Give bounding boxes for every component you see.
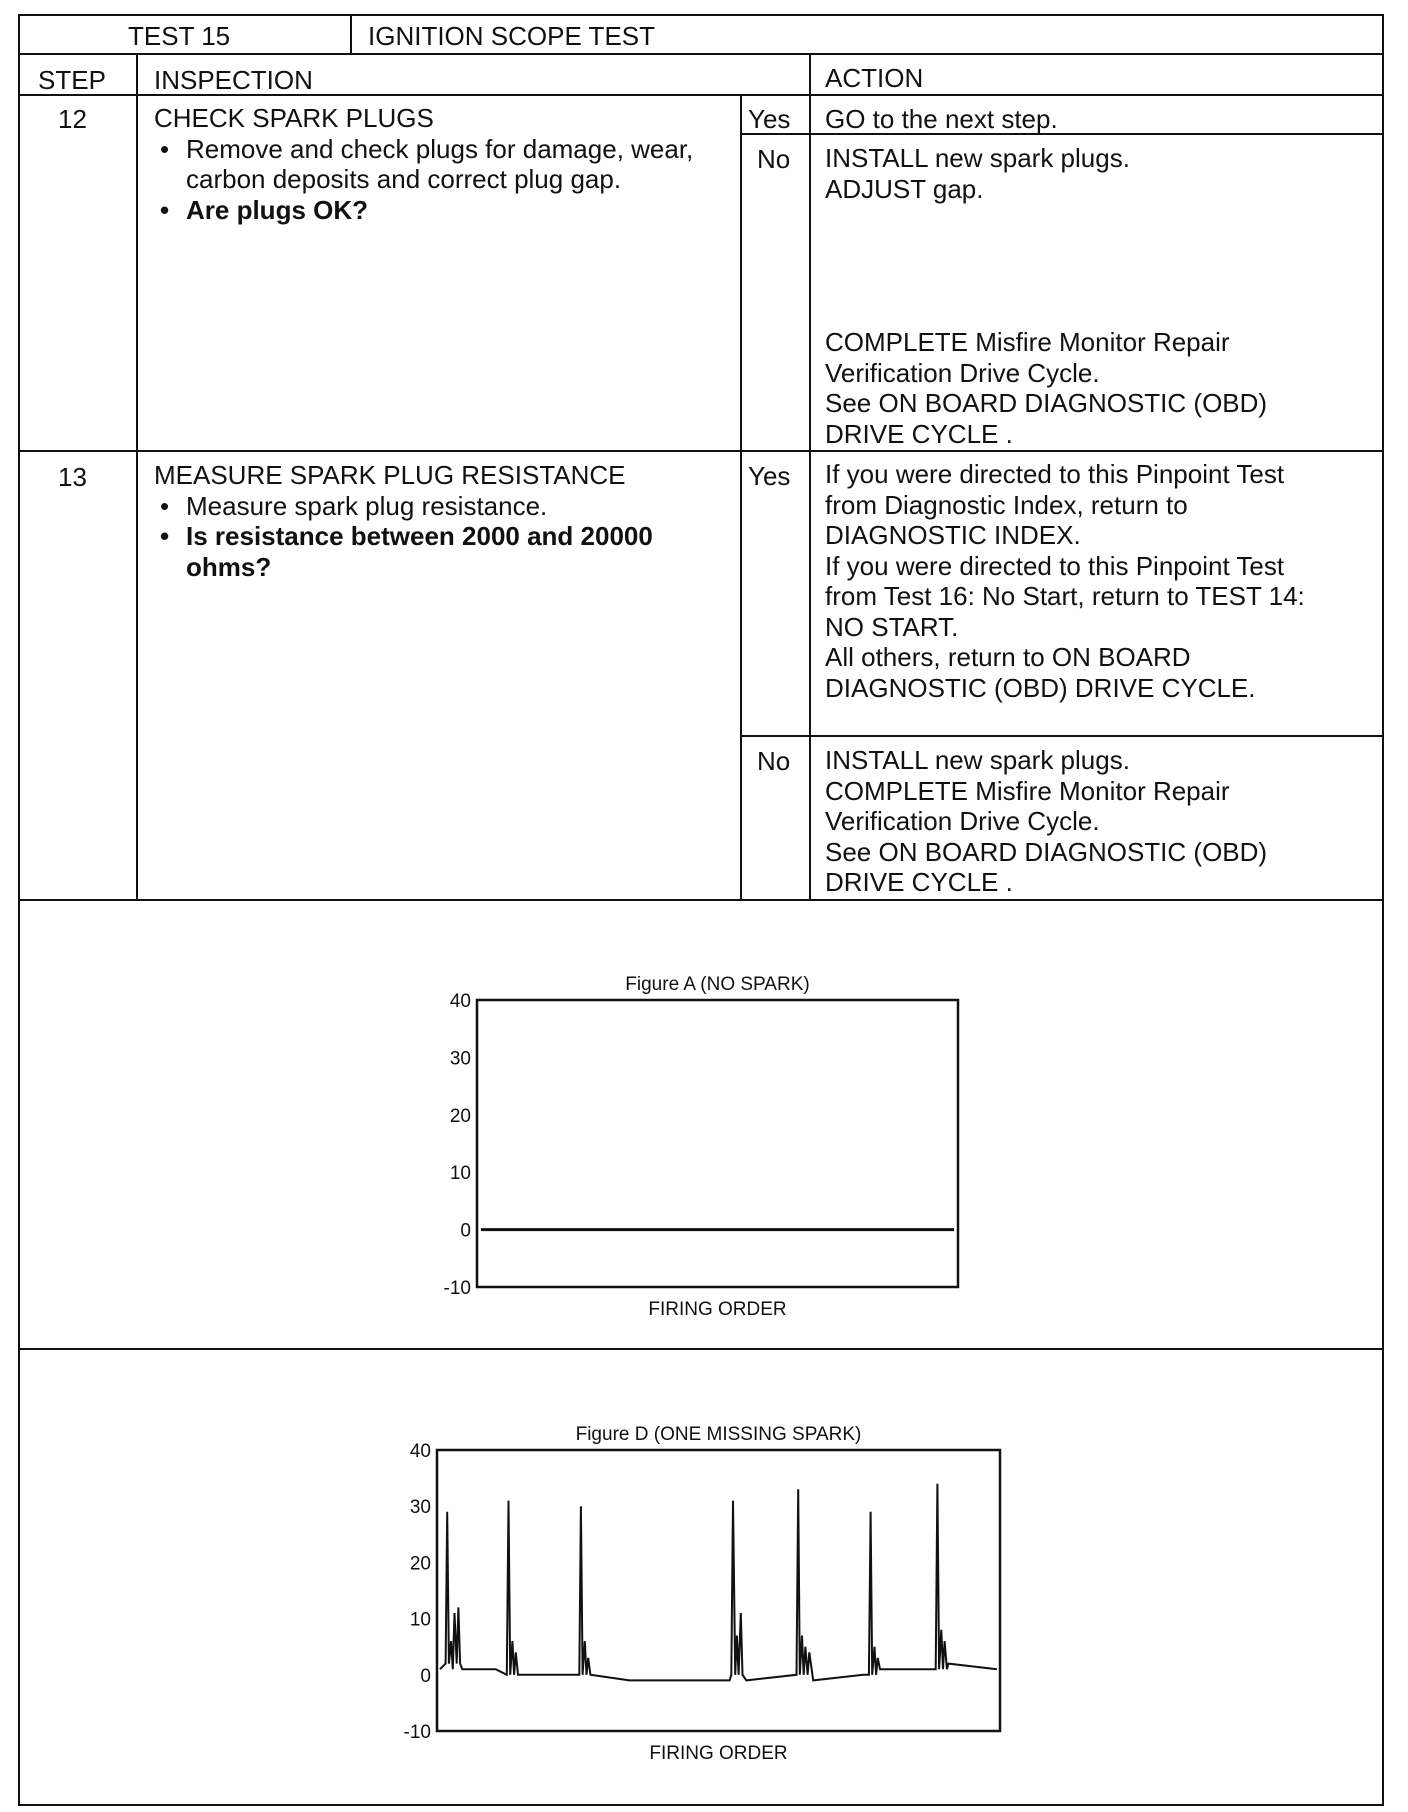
no-label: No — [757, 144, 791, 174]
y-tick-label: 0 — [420, 1665, 431, 1687]
action-line: INSTALL new spark plugs. — [825, 745, 1130, 775]
test-title: IGNITION SCOPE TEST — [368, 21, 656, 51]
header-rule — [18, 53, 1384, 55]
action-line: If you were directed to this Pinpoint Test — [825, 459, 1285, 489]
action-line: ADJUST gap. — [825, 173, 984, 204]
column-header-rule — [18, 94, 1384, 96]
step-inspection — [154, 460, 653, 582]
yes-no-rule — [741, 735, 1384, 737]
yes-action — [825, 459, 1305, 703]
y-tick-label: 0 — [460, 1220, 471, 1242]
no-action — [825, 143, 1130, 204]
inspection-column-divider — [740, 95, 742, 900]
y-tick-label: -10 — [403, 1722, 431, 1743]
chart-title: Figure A (NO SPARK) — [625, 974, 810, 995]
action-line: from Diagnostic Index, return to — [825, 489, 1188, 520]
yes-label: Yes — [748, 461, 791, 491]
y-tick-label: -10 — [443, 1278, 471, 1299]
action-line: NO START. — [825, 611, 959, 642]
y-tick-label: 10 — [449, 1163, 471, 1185]
no-action-followup — [825, 327, 1267, 449]
action-line: DRIVE CYCLE . — [825, 418, 1013, 449]
header-divider — [350, 16, 352, 54]
yes-action: GO to the next step. — [825, 104, 1058, 134]
step-column-divider — [136, 54, 138, 900]
step-number: 12 — [58, 104, 87, 134]
col-header-step: STEP — [38, 65, 106, 95]
y-tick-label: 30 — [449, 1048, 471, 1070]
action-line: COMPLETE Misfire Monitor Repair — [825, 327, 1230, 357]
y-tick-label: 30 — [409, 1497, 431, 1519]
action-line: Verification Drive Cycle. — [825, 357, 1100, 388]
step-title: CHECK SPARK PLUGS — [154, 103, 434, 133]
test-number: TEST 15 — [128, 21, 231, 51]
figure-d-chart — [0, 1350, 1408, 1800]
plot-frame — [477, 1000, 958, 1287]
col-header-inspection: INSPECTION — [154, 65, 313, 95]
action-line: from Test 16: No Start, return to TEST 14: — [825, 581, 1305, 611]
y-tick-label: 10 — [409, 1609, 431, 1631]
bullet-line: • Measure spark plug resistance. — [154, 491, 653, 522]
step-rule — [18, 450, 1384, 452]
step-title: MEASURE SPARK PLUG RESISTANCE — [154, 460, 626, 490]
bullet-line: • Remove and check plugs for damage, wear, — [154, 134, 693, 165]
step-inspection — [154, 103, 693, 225]
y-tick-label: 40 — [409, 1441, 431, 1462]
no-label: No — [757, 746, 791, 776]
action-line: Verification Drive Cycle. — [825, 806, 1100, 836]
x-axis-label: FIRING ORDER — [649, 1743, 788, 1764]
action-line: COMPLETE Misfire Monitor Repair — [825, 775, 1230, 806]
x-axis-label: FIRING ORDER — [648, 1299, 787, 1320]
y-tick-label: 20 — [409, 1553, 431, 1575]
bullet-question: ohms? — [186, 551, 272, 582]
y-tick-label: 40 — [449, 991, 471, 1012]
action-line: INSTALL new spark plugs. — [825, 143, 1130, 173]
action-column-divider — [809, 54, 811, 900]
bullet-question: • Are plugs OK? — [154, 195, 693, 226]
action-line: DRIVE CYCLE . — [825, 867, 1013, 897]
action-line: If you were directed to this Pinpoint Test — [825, 550, 1285, 581]
waveform-series — [440, 1484, 997, 1681]
action-line: See ON BOARD DIAGNOSTIC (OBD) — [825, 388, 1268, 418]
figure-a-chart — [0, 900, 1408, 1348]
chart-title: Figure D (ONE MISSING SPARK) — [575, 1424, 862, 1445]
action-line: DIAGNOSTIC INDEX. — [825, 520, 1081, 550]
action-line: All others, return to ON BOARD — [825, 642, 1191, 672]
bullet-question: • Is resistance between 2000 and 20000 — [154, 521, 653, 552]
yes-no-rule — [741, 133, 1384, 135]
col-header-action: ACTION — [825, 63, 924, 93]
plot-frame — [437, 1450, 1000, 1731]
no-action — [825, 745, 1267, 898]
step-number: 13 — [58, 462, 87, 492]
yes-label: Yes — [748, 104, 791, 134]
y-tick-label: 20 — [449, 1105, 471, 1127]
action-line: DIAGNOSTIC (OBD) DRIVE CYCLE. — [825, 672, 1256, 703]
bullet-line: carbon deposits and correct plug gap. — [186, 164, 622, 194]
action-line: See ON BOARD DIAGNOSTIC (OBD) — [825, 836, 1268, 867]
